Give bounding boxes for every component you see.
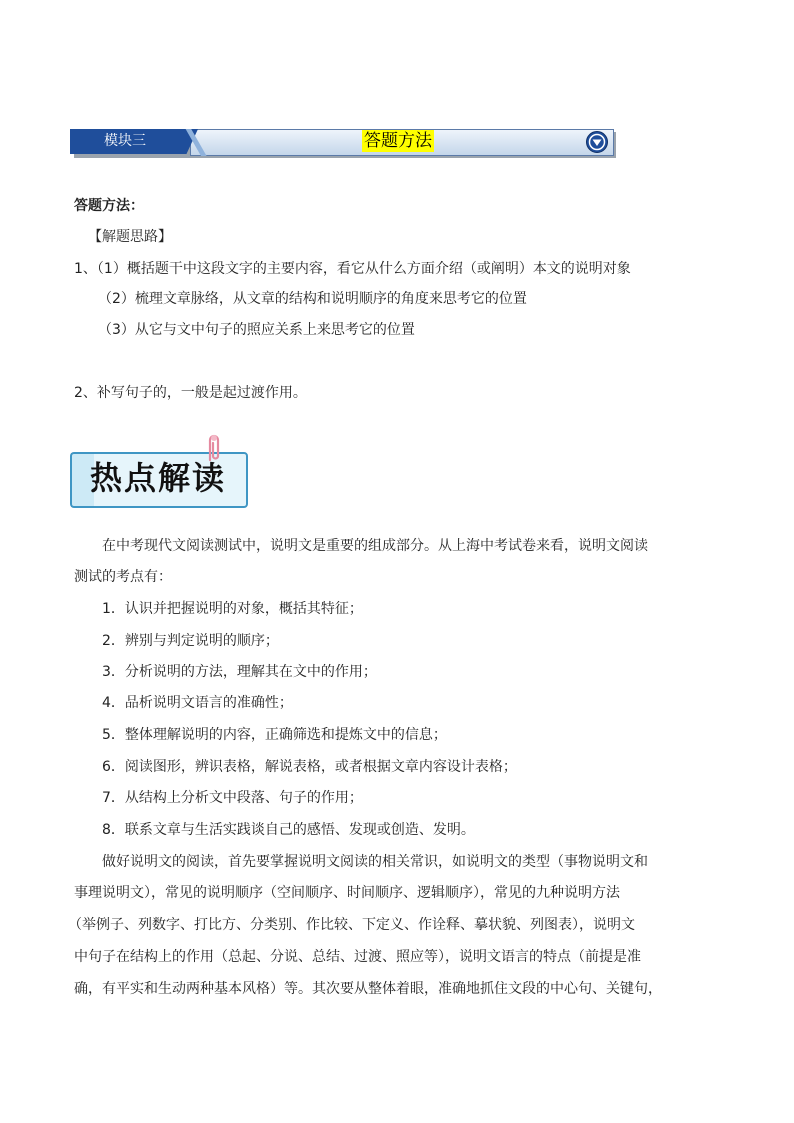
intro-line: 测试的考点有： <box>74 569 172 585</box>
list-item: 2．辨别与判定说明的顺序； <box>102 633 279 649</box>
method-line: 1、（1）概括题干中这段文字的主要内容，看它从什么方面介绍（或阐明）本文的说明对象 <box>74 261 631 277</box>
paragraph-line: 做好说明文的阅读，首先要掌握说明文阅读的相关常识，如说明文的类型（事物说明文和 <box>102 854 648 870</box>
module-label: 模块三 <box>104 133 146 149</box>
section-title: 热点解读 <box>90 459 227 497</box>
method-subheading: 【解题思路】 <box>88 229 172 245</box>
method-line: （2）梳理文章脉络，从文章的结构和说明顺序的角度来思考它的位置 <box>98 291 527 307</box>
module-title: 答题方法 <box>364 131 432 151</box>
method-heading: 答题方法： <box>74 198 144 214</box>
paper-clip-icon <box>204 434 224 462</box>
list-item: 1．认识并把握说明的对象，概括其特征； <box>102 601 363 617</box>
intro-line: 在中考现代文阅读测试中，说明文是重要的组成部分。从上海中考试卷来看，说明文阅读 <box>102 538 648 554</box>
paragraph-line: 中句子在结构上的作用（总起、分说、总结、过渡、照应等），说明文语言的特点（前提是准 <box>74 949 641 965</box>
list-item: 8．联系文章与生活实践谈自己的感悟、发现或创造、发明。 <box>102 822 475 838</box>
paragraph-line: 确，有平实和生动两种基本风格）等。其次要从整体着眼，准确地抓住文段的中心句、关键句， <box>74 981 662 997</box>
list-item: 7．从结构上分析文中段落、句子的作用； <box>102 790 363 806</box>
list-item: 4．品析说明文语言的准确性； <box>102 695 293 711</box>
paragraph-line: （举例子、列数字、打比方、分类别、作比较、下定义、作诠释、摹状貌、列图表），说明文 <box>68 917 635 933</box>
chevron-down-icon[interactable] <box>586 131 608 153</box>
method-line: 2、补写句子的，一般是起过渡作用。 <box>74 385 307 401</box>
list-item: 3．分析说明的方法，理解其在文中的作用； <box>102 664 377 680</box>
paragraph-line: 事理说明文），常见的说明顺序（空间顺序、时间顺序、逻辑顺序），常见的九种说明方法 <box>74 885 620 901</box>
list-item: 5．整体理解说明的内容，正确筛选和提炼文中的信息； <box>102 727 447 743</box>
list-item: 6．阅读图形，辨识表格，解说表格，或者根据文章内容设计表格； <box>102 759 517 775</box>
method-line: （3）从它与文中句子的照应关系上来思考它的位置 <box>98 322 415 338</box>
